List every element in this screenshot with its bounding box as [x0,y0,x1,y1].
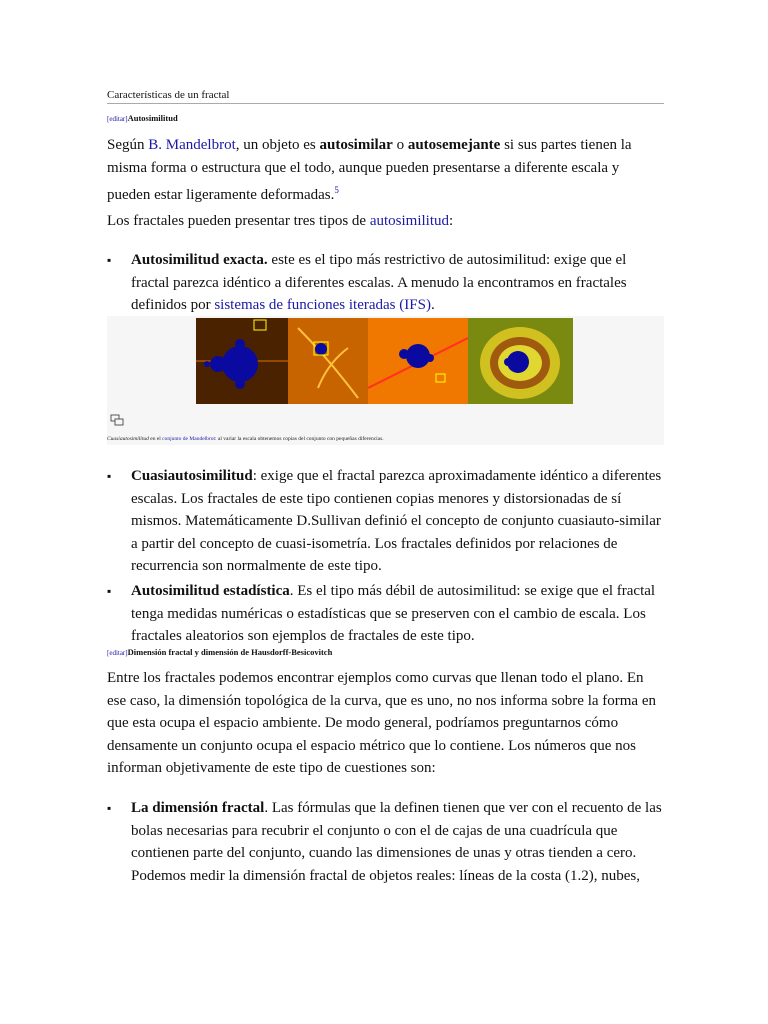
bold-term: La dimensión fractal [131,800,265,816]
bold-term: autosemejante [407,137,501,153]
magnify-icon[interactable] [110,413,124,425]
list-item-dimension-fractal [107,797,664,887]
text: . [430,297,435,313]
section-title: Características de un fractal [107,89,664,104]
mandelbrot-set-link[interactable]: conjunto de Mandelbrot [162,436,216,442]
text: en el [148,436,163,442]
fractal-image-1[interactable] [196,318,288,404]
caption-term: Cuasiautosimilitud [107,436,149,442]
bold-term: autosimilar [319,137,393,153]
bullet-icon: ▪ [107,253,112,267]
bold-term: Cuasiautosimilitud [131,468,253,484]
text: Según [107,137,149,153]
bold-term: Autosimilitud exacta. [131,252,268,268]
text: este es el tipo más restrictivo de autosimilitud: exige que el fractal parezca idéntico a diferentes escalas. A menudo la encontramos en fractales definidos por [131,252,627,313]
edit-link[interactable]: [editar] [107,115,128,123]
paragraph-tipos [107,210,664,233]
figure-caption [107,436,384,442]
text: : exige que el fractal parezca aproximadamente idéntico a diferentes escalas. Los fractales de este tipo contienen copias menores y distorsionadas de sí mismos. Matemáticamente D.Sullivan definió el concepto de conjunto cuasiauto-similar a partir del concepto de cuasi-isometría. Los fractales definidos por relaciones de recurrencia son normalmente de este tipo. [131,468,662,574]
edit-link[interactable]: [editar] [107,649,128,657]
text: o [392,137,408,153]
paragraph-dimension: Entre los fractales podemos encontrar ejemplos como curvas que llenan todo el plano. En ese caso, la dimensión topológica de la curva, que es uno, no nos informa sobre la forma en que esta ocupa el espacio ambiente. De modo general, podríamos preguntarnos cómo densamente un conjunto ocupa el espacio métrico que lo contiene. Los números que nos informan objetivamente de este tipo de cuestiones son: [107,670,657,776]
fractal-image-3[interactable] [368,318,468,404]
list-item-cuasi [107,465,664,578]
text: : al variar la escala obtenemos copias del conjunto con pequeñas diferencias. [215,436,384,442]
list-item-exacta [107,249,664,317]
text: . Es el tipo más débil de autosimilitud: se exige que el fractal tenga medidas numéricas o estadísticas que se preserven con el cambio de escala. Los fractales aleatorios son ejemplos de fractales de este tipo. [131,583,656,644]
mandelbrot-figure [107,316,664,445]
heading-text: Autosimilitud [127,113,178,123]
autosimilitud-heading [107,113,178,123]
mandelbrot-link[interactable]: B. Mandelbrot [148,137,236,153]
ifs-link[interactable]: sistemas de funciones iteradas (IFS) [214,297,431,313]
text: , un objeto es [235,137,320,153]
text: : [449,213,454,229]
bullet-icon: ▪ [107,801,112,815]
dimension-heading [107,647,332,657]
reference-link[interactable]: 5 [334,185,339,195]
text: si sus partes tienen la misma forma o estructura que el todo, aunque pueden presentarse a diferente escala y pueden estar ligeramente deformadas. [107,137,632,203]
text: Los fractales pueden presentar tres tipos de [107,213,370,229]
fractal-image-4[interactable] [468,318,573,404]
bold-term: Autosimilitud estadística [131,583,290,599]
autosimilitud-link[interactable]: autosimilitud [369,213,449,229]
list-item-estadistica [107,580,664,648]
bullet-icon: ▪ [107,469,112,483]
bullet-icon: ▪ [107,584,112,598]
text: . Las fórmulas que la definen tienen que ver con el recuento de las bolas necesarias para recubrir el conjunto o con el de cajas de una cuadrícula que contienen parte del conjunto, cuando las dimensiones de unas y otras tienden a cero. Podemos medir la dimensión fractal de objetos reales: líneas de la costa (1.2), nubes, [131,800,662,884]
fractal-image-2[interactable] [288,318,380,404]
heading-text: Dimensión fractal y dimensión de Hausdorff-Besicovitch [127,647,333,657]
paragraph-autosimilar [107,134,664,207]
